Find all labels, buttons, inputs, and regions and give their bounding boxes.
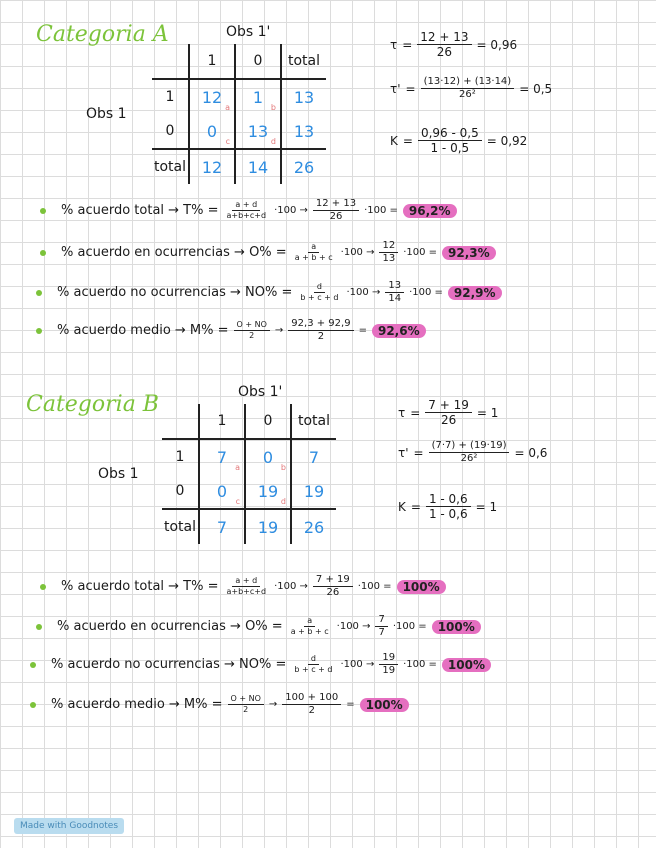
section-a-bullet: % acuerdo en ocurrencias → O% = $\frac{a}{a + b + c}$ ·100 → $\frac{12}{13}$ ·100 = 92,3%	[40, 240, 496, 265]
bullet-dot	[36, 328, 42, 334]
section-a-tau-e: τ' = $\frac{(13\cdot 12) + (13\cdot 14)}{\text{26²}}$ = 0,5	[390, 76, 553, 100]
table-cell: 0 b	[245, 439, 291, 474]
bullet-dot	[36, 624, 42, 630]
section-b-table	[162, 404, 336, 544]
row-label: total	[162, 509, 199, 544]
table-cell: 0 c	[189, 114, 235, 149]
col-header: 0	[245, 404, 291, 439]
result-highlight: 100%	[432, 620, 481, 634]
col-header: 1	[199, 404, 245, 439]
col-header: 1	[189, 44, 235, 79]
row-label: 1	[162, 439, 199, 474]
result-highlight: 96,2%	[403, 204, 457, 218]
col-header: total	[291, 404, 336, 439]
result-highlight: 100%	[397, 580, 446, 594]
section-a-obs-row: Obs 1	[86, 106, 127, 122]
table-cell: 13 d	[235, 114, 281, 149]
section-b-obs-row: Obs 1	[98, 466, 139, 482]
section-b-bullet: % acuerdo total → T% = $\frac{a + d}{a+b+c+d}$ ·100 → $\frac{7 + 19}{26}$ ·100 = 100%	[40, 574, 446, 599]
table-cell: 19	[245, 509, 291, 544]
section-a-bullet: % acuerdo no ocurrencias → NO% = $\frac{d}{b + c + d}$ ·100 → $\frac{13}{14}$ ·100 = 92,9%	[36, 280, 502, 305]
bullet-dot	[40, 584, 46, 590]
bullet-dot	[40, 208, 46, 214]
table-cell: 12 a	[189, 79, 235, 114]
result-highlight: 92,3%	[442, 246, 496, 260]
table-cell: 12	[189, 149, 235, 184]
table-cell: 7	[199, 509, 245, 544]
result-highlight: 92,6%	[372, 324, 426, 338]
section-a-tau: τ = $\frac{12 + 13}{26}$ = 0,96	[390, 30, 518, 60]
table-cell: 13	[281, 114, 326, 149]
section-b-title: Categoria B	[26, 392, 159, 417]
bullet-dot	[40, 250, 46, 256]
row-label: 0	[175, 483, 185, 499]
section-b-tau-e: τ' = $\frac{(7\cdot 7) + (19\cdot 19)}{\text{26²}}$ = 0,6	[398, 440, 548, 464]
goodnotes-badge[interactable]: Made with Goodnotes	[14, 818, 124, 834]
section-a-obs-col: Obs 1'	[226, 24, 271, 40]
row-label: 0	[165, 123, 175, 139]
bullet-dot	[30, 702, 36, 708]
section-b-obs-col: Obs 1'	[238, 384, 283, 400]
section-b-bullet: % acuerdo no ocurrencias → NO% = $\frac{d}{b + c + d}$ ·100 → $\frac{19}{19}$ ·100 = 100%	[30, 652, 491, 677]
table-cell: 7	[291, 439, 336, 474]
section-a-title: Categoria A	[36, 22, 169, 47]
table-cell: 13	[281, 79, 326, 114]
result-highlight: 100%	[360, 698, 409, 712]
table-cell: 7 a	[199, 439, 245, 474]
table-cell: 1 b	[235, 79, 281, 114]
result-highlight: 92,9%	[448, 286, 502, 300]
section-a-kappa: K = $\frac{0,96 - 0,5}{1 - 0,5}$ = 0,92	[390, 126, 528, 156]
col-header: total	[281, 44, 326, 79]
section-a-table	[152, 44, 326, 184]
row-label: 1	[152, 79, 189, 114]
bullet-dot	[30, 662, 36, 668]
section-b-bullet: % acuerdo medio → M% = $\frac{O + NO}{2}$ → $\frac{100 + 100}{2}$ = 100%	[30, 692, 409, 717]
table-cell: 19	[291, 474, 336, 509]
row-label: total	[152, 149, 189, 184]
table-cell: 26	[281, 149, 326, 184]
section-b-tau: τ = $\frac{7 + 19}{26}$ = 1	[398, 398, 499, 428]
col-header: 0	[235, 44, 281, 79]
table-cell: 19 d	[245, 474, 291, 509]
bullet-dot	[36, 290, 42, 296]
section-a-bullet: % acuerdo medio → M% = $\frac{O + NO}{2}$ → $\frac{92,3 + 92,9}{2}$ = 92,6%	[36, 318, 426, 343]
section-b-bullet: % acuerdo en ocurrencias → O% = $\frac{a}{a + b + c}$ ·100 → $\frac{7}{7}$ ·100 = 100%	[36, 614, 481, 639]
section-a-bullet: % acuerdo total → T% = $\frac{a + d}{a+b+c+d}$ ·100 → $\frac{12 + 13}{26}$ ·100 = 96,2%	[40, 198, 457, 223]
result-highlight: 100%	[442, 658, 491, 672]
table-cell: 0 c	[199, 474, 245, 509]
table-cell: 14	[235, 149, 281, 184]
section-b-kappa: K = $\frac{1 - 0,6}{1 - 0,6}$ = 1	[398, 492, 498, 522]
table-cell: 26	[291, 509, 336, 544]
